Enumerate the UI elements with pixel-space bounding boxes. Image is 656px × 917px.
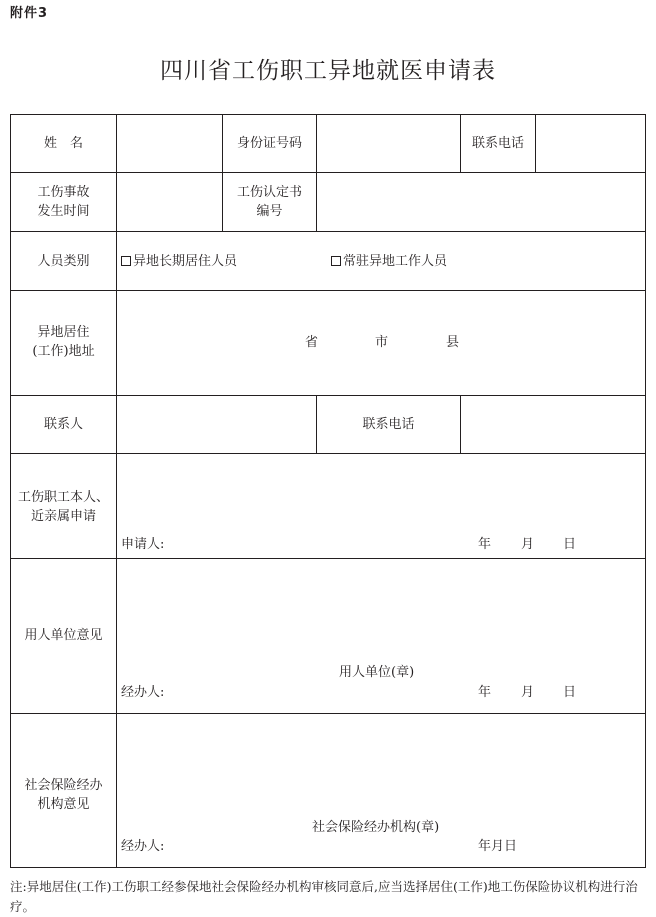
agency-opinion-label-line2: 机构意见 [37, 797, 90, 812]
form-title: 四川省工伤职工异地就医申请表 [160, 58, 496, 84]
row-divider [10, 290, 646, 291]
certificate-number-label [223, 183, 316, 221]
agency-opinion-label-line1: 社会保险经办 [24, 778, 103, 793]
city-label: 市 [375, 335, 389, 350]
option-resident-work[interactable] [331, 255, 447, 268]
employer-opinion-label: 用人单位意见 [24, 628, 103, 643]
table-border-bottom [10, 867, 646, 868]
address-label [11, 323, 116, 361]
date-month-label: 月 [521, 685, 535, 700]
date-month-label: 月 [521, 537, 535, 552]
applicant-signature-label: 申请人: [121, 537, 165, 552]
injury-time-label [11, 183, 116, 221]
applicant-section-label-line1: 工伤职工本人、 [17, 490, 109, 505]
option-long-term-residence-label: 异地长期居住人员 [133, 254, 238, 269]
contact-person-label: 联系人 [43, 417, 83, 432]
row-divider [10, 395, 646, 396]
injury-time-label-line2: 发生时间 [37, 204, 90, 219]
footnote: 注:异地居住(工作)工伤职工经参保地社会保险经办机构审核同意后,应当选择居住(工作)地工伤保险协议机构进行治疗。 [10, 879, 638, 914]
row-divider [10, 231, 646, 232]
label-column-divider [116, 114, 117, 868]
agency-handler-label: 经办人: [121, 839, 165, 854]
name-label: 姓 名 [43, 136, 83, 151]
checkbox-icon[interactable] [331, 256, 341, 266]
county-label: 县 [446, 335, 460, 350]
table-border-top [10, 114, 646, 115]
contact-phone-label: 联系电话 [362, 417, 415, 432]
employer-handler-label: 经办人: [121, 685, 165, 700]
date-year-label: 年 [478, 685, 492, 700]
cell-divider [316, 114, 317, 232]
applicant-section-label-line2: 近亲属申请 [30, 509, 96, 524]
province-label: 省 [305, 335, 319, 350]
attachment-label: 附件3 [10, 6, 49, 21]
certificate-number-label-line2: 编号 [256, 204, 283, 219]
agency-seal-label: 社会保险经办机构(章) [312, 820, 440, 835]
date-year-label: 年 [478, 537, 492, 552]
cell-divider [460, 395, 461, 454]
cell-divider [535, 114, 536, 173]
address-label-line2: (工作)地址 [32, 344, 95, 359]
option-resident-work-label: 常驻异地工作人员 [343, 254, 448, 269]
phone-label: 联系电话 [471, 136, 524, 151]
certificate-number-label-line1: 工伤认定书 [236, 185, 302, 200]
row-divider [10, 713, 646, 714]
date-day-label: 日 [563, 685, 577, 700]
id-number-label: 身份证号码 [236, 136, 302, 151]
personnel-category-label: 人员类别 [37, 254, 90, 269]
address-label-line1: 异地居住 [37, 325, 90, 340]
row-divider [10, 172, 646, 173]
table-border-right [645, 114, 646, 868]
employer-seal-label: 用人单位(章) [339, 665, 415, 680]
agency-date-label: 年月日 [478, 839, 518, 854]
option-long-term-residence[interactable] [121, 255, 237, 268]
row-divider [10, 453, 646, 454]
checkbox-icon[interactable] [121, 256, 131, 266]
injury-time-label-line1: 工伤事故 [37, 185, 90, 200]
applicant-section-label [11, 488, 116, 526]
agency-opinion-label [11, 776, 116, 814]
date-day-label: 日 [563, 537, 577, 552]
row-divider [10, 558, 646, 559]
